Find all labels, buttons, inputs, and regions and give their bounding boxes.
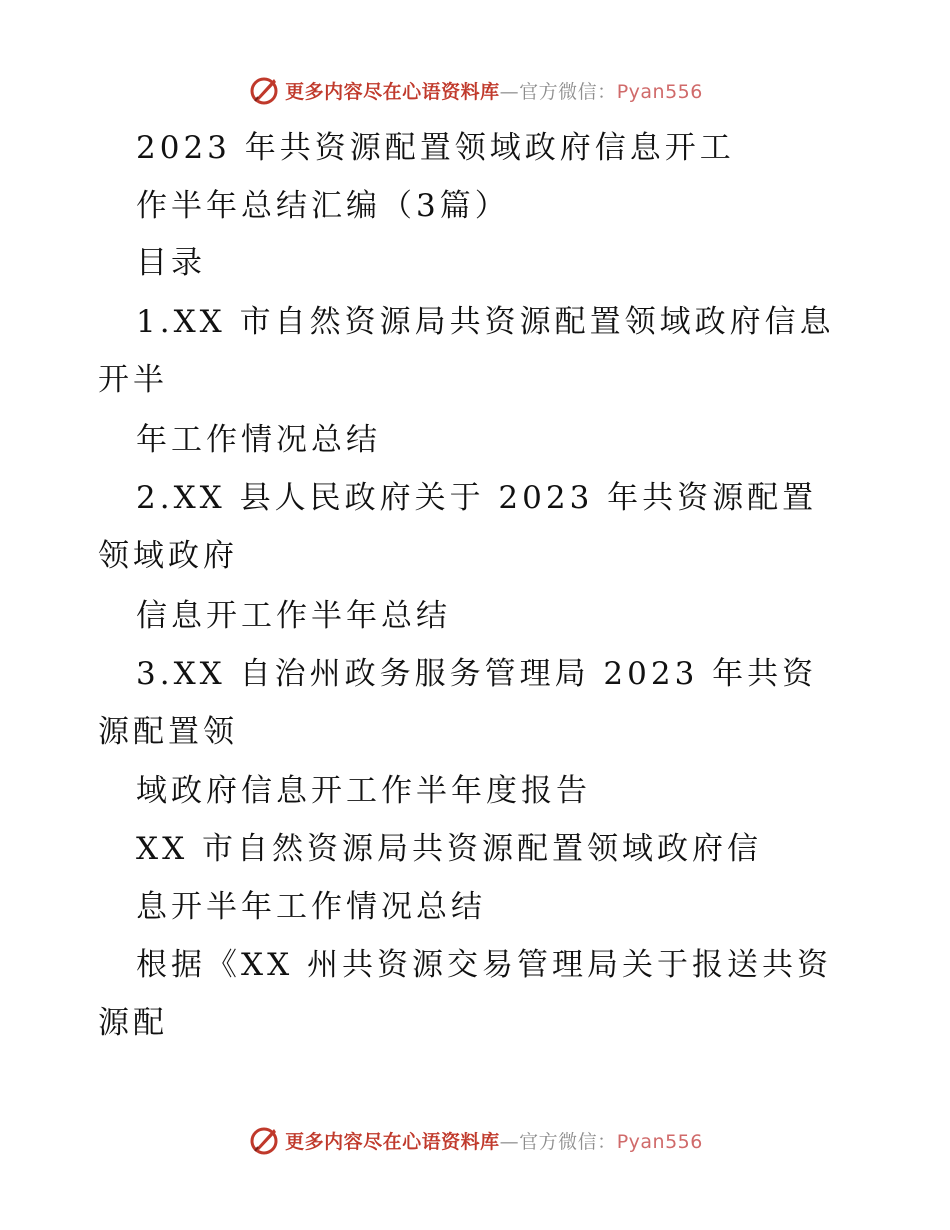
watermark-separator: — xyxy=(499,80,520,103)
toc-heading: 目录 xyxy=(136,245,206,281)
watermark-text xyxy=(285,1127,703,1154)
body-paragraph-line-1-wrap: 源配 xyxy=(98,1005,168,1041)
footer-watermark xyxy=(0,1120,950,1160)
toc-item-2-line-1: 2.XX 县人民政府关于 2023 年共资源配置 xyxy=(136,480,818,516)
toc-item-1-line-2: 年工作情况总结 xyxy=(136,422,381,458)
section-title-line-2: 息开半年工作情况总结 xyxy=(136,889,486,925)
quill-logo-icon xyxy=(247,73,281,107)
toc-item-3-line-1: 3.XX 自治州政务服务管理局 2023 年共资 xyxy=(136,656,818,692)
header-watermark xyxy=(0,70,950,110)
document-title-line-2: 作半年总结汇编（3篇） xyxy=(136,188,510,224)
toc-item-1-line-1-wrap: 开半 xyxy=(98,362,168,398)
watermark-id: Pyan556 xyxy=(616,1130,703,1153)
toc-item-3-line-1-wrap: 源配置领 xyxy=(98,714,238,750)
watermark-prefix: 更多内容尽在心语资料库 xyxy=(285,80,500,103)
toc-item-2-line-1-wrap: 领域政府 xyxy=(98,538,238,574)
document-title-line-1: 2023 年共资源配置领域政府信息开工 xyxy=(136,130,735,166)
quill-logo-icon xyxy=(247,1123,281,1157)
body-paragraph-line-1: 根据《XX 州共资源交易管理局关于报送共资 xyxy=(136,947,832,983)
watermark-id: Pyan556 xyxy=(616,80,703,103)
toc-item-1-line-1: 1.XX 市自然资源局共资源配置领域政府信息 xyxy=(136,304,835,340)
watermark-label: 官方微信： xyxy=(519,80,617,103)
watermark-text xyxy=(285,77,703,104)
watermark-label: 官方微信： xyxy=(519,1130,617,1153)
toc-item-3-line-2: 域政府信息开工作半年度报告 xyxy=(136,773,591,809)
section-title-line-1: XX 市自然资源局共资源配置领域政府信 xyxy=(136,831,762,867)
watermark-prefix: 更多内容尽在心语资料库 xyxy=(285,1130,500,1153)
watermark-separator: — xyxy=(499,1130,520,1153)
toc-item-2-line-2: 信息开工作半年总结 xyxy=(136,598,451,634)
